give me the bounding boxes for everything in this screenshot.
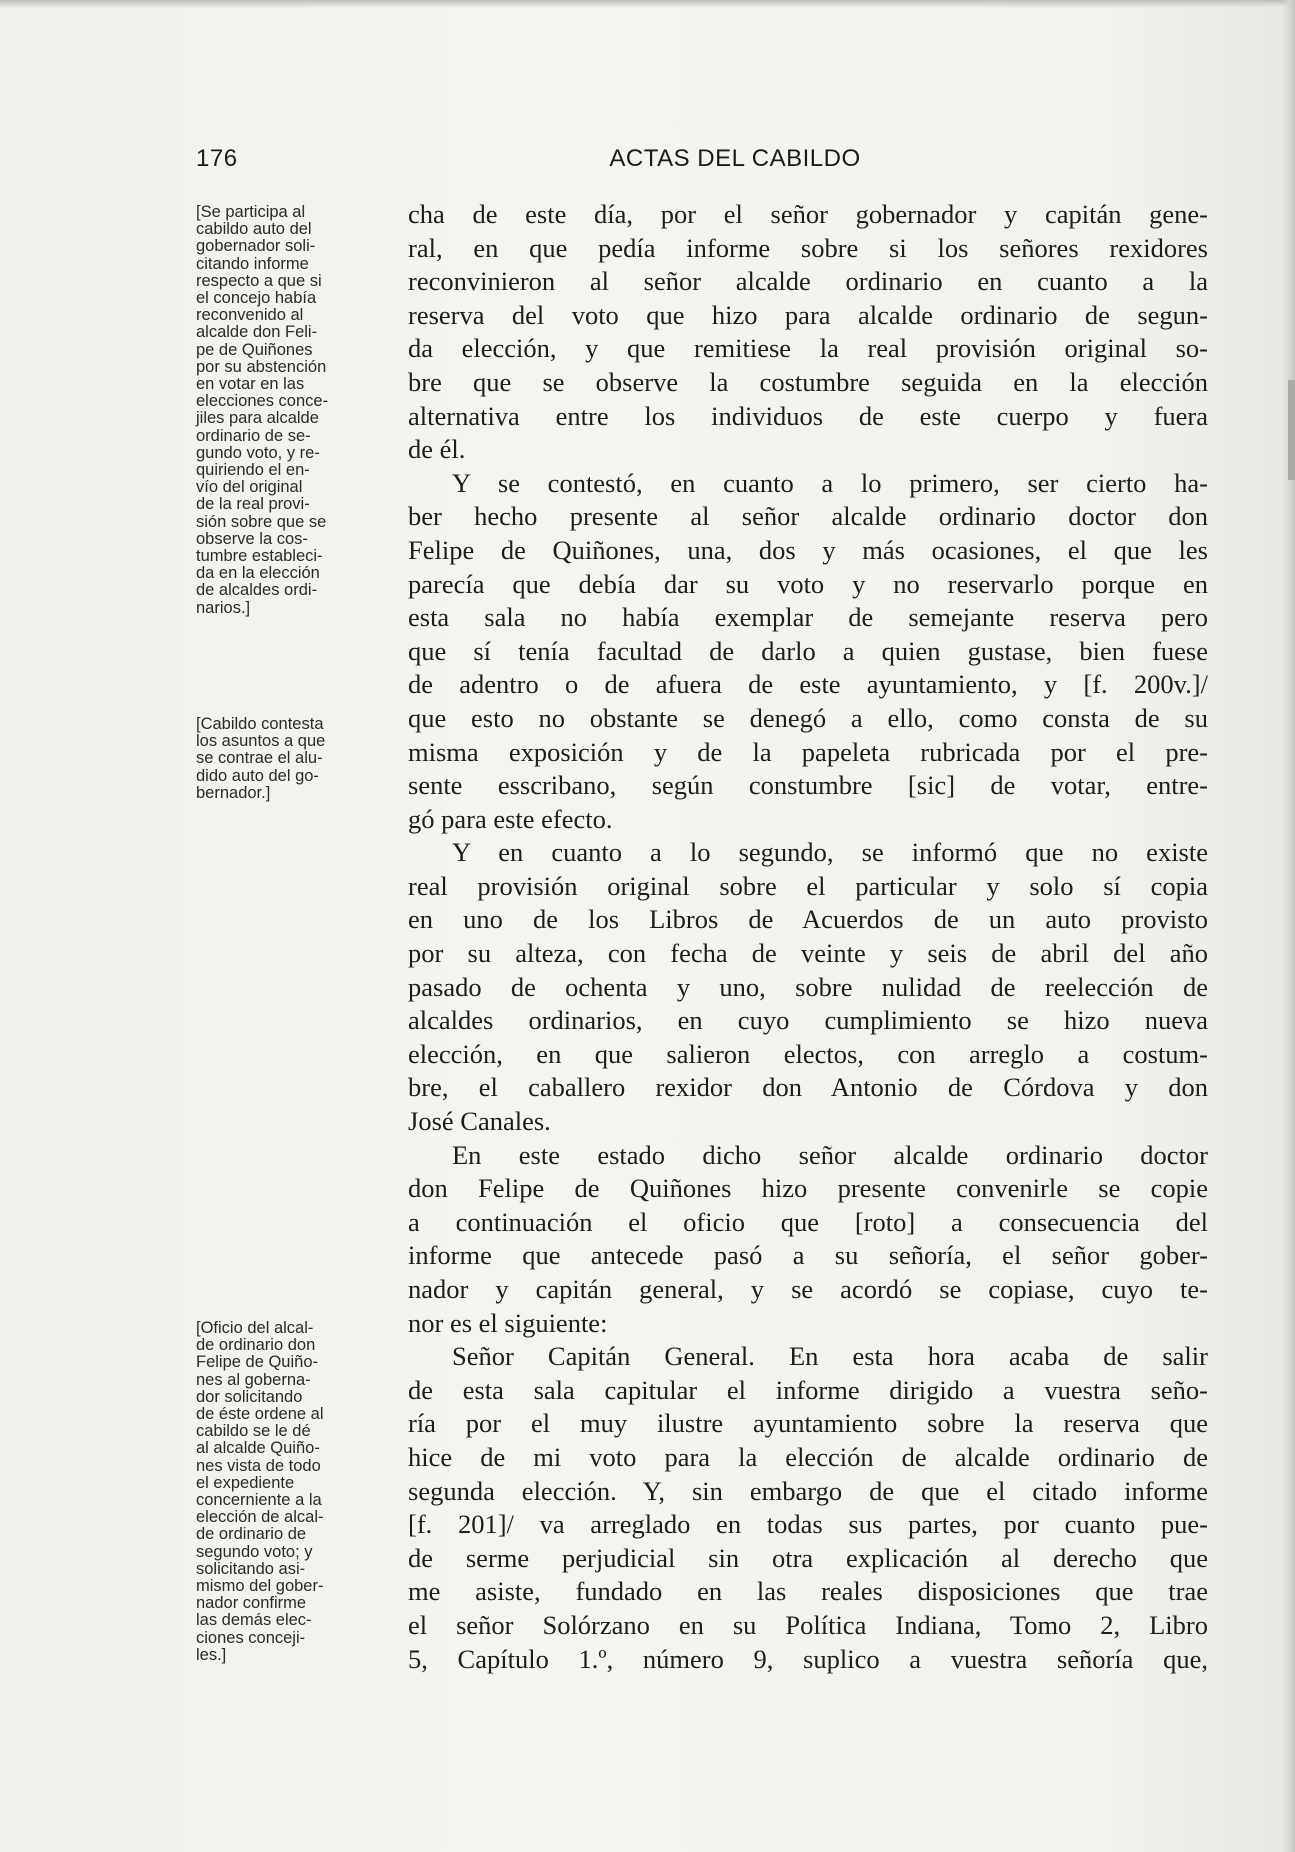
note-line: nes al goberna- bbox=[196, 1370, 311, 1389]
body-line: ber hecho presente al señor alcalde ordinario doctor don bbox=[408, 501, 1208, 532]
note-line: gobernador soli- bbox=[196, 237, 316, 256]
body-line: el señor Solórzano en su Política Indiana, Tomo 2, Libro bbox=[408, 1609, 1208, 1640]
page-number: 176 bbox=[196, 145, 238, 172]
body-line: reserva del voto que hizo para alcalde ordinario de segun- bbox=[408, 299, 1208, 330]
body-line: segunda elección. Y, sin embargo de que el citado informe bbox=[408, 1475, 1208, 1506]
note-line: bernador.] bbox=[196, 783, 271, 802]
body-line: alternativa entre los individuos de este cuerpo y fuera bbox=[408, 400, 1208, 431]
note-line: solicitando asi- bbox=[196, 1559, 306, 1578]
note-line: [Cabildo contesta bbox=[196, 715, 324, 733]
body-line: nador y capitán general, y se acordó se copiase, cuyo te- bbox=[408, 1274, 1208, 1304]
note-line: segundo voto; y bbox=[196, 1542, 313, 1561]
body-line: Y se contestó, en cuanto a lo primero, ser cierto ha- bbox=[452, 467, 1208, 498]
running-head: ACTAS DEL CABILDO bbox=[609, 145, 861, 172]
page-top-edge bbox=[0, 0, 1295, 8]
note-line: el expediente bbox=[196, 1473, 295, 1492]
note-line: tumbre estableci- bbox=[196, 547, 323, 566]
note-line: gundo voto, y re- bbox=[196, 443, 320, 462]
body-line: Felipe de Quiñones, una, dos y más ocasiones, el que les bbox=[408, 534, 1208, 565]
body-line: misma exposición y de la papeleta rubricada por el pre- bbox=[408, 736, 1208, 767]
note-line: [Se participa al bbox=[196, 203, 306, 221]
note-line: mismo del gober- bbox=[196, 1577, 324, 1596]
note-line: cabildo se le dé bbox=[196, 1422, 311, 1441]
note-line: les.] bbox=[196, 1645, 227, 1664]
note-line: concerniente a la bbox=[196, 1491, 322, 1510]
body-line: elección, en que salieron electos, con arreglo a costum- bbox=[408, 1038, 1208, 1069]
body-line: por su alteza, con fecha de veinte y seis de abril del año bbox=[408, 938, 1208, 969]
note-line: se contrae el alu- bbox=[196, 749, 323, 768]
note-line: elecciones conce- bbox=[196, 392, 329, 411]
note-line: da en la elección bbox=[196, 564, 320, 583]
margin-note-2 bbox=[196, 716, 376, 802]
body-line: gó para este efecto. bbox=[408, 803, 613, 834]
body-line: bre, el caballero rexidor don Antonio de Córdova y don bbox=[408, 1072, 1208, 1103]
note-line: de ordinario de bbox=[196, 1525, 307, 1544]
note-line: [Oficio del alcal- bbox=[196, 1319, 314, 1337]
note-line: de ordinario don bbox=[196, 1336, 316, 1355]
scan-edge-mark bbox=[1288, 380, 1295, 480]
note-line: sión sobre que se bbox=[196, 512, 327, 531]
body-line: En este estado dicho señor alcalde ordinario doctor bbox=[452, 1139, 1208, 1170]
note-line: de éste ordene al bbox=[196, 1405, 324, 1424]
body-line: sente esscribano, según constumbre [sic] de votar, entre- bbox=[408, 770, 1208, 801]
body-line: ría por el muy ilustre ayuntamiento sobre la reserva que bbox=[408, 1408, 1208, 1439]
body-line: alcaldes ordinarios, en cuyo cumplimiento se hizo nueva bbox=[408, 1005, 1208, 1036]
note-line: los asuntos a que bbox=[196, 732, 326, 751]
body-line: hice de mi voto para la elección de alcalde ordinario de bbox=[408, 1441, 1208, 1472]
body-line: real provisión original sobre el particular y solo sí copia bbox=[408, 870, 1208, 901]
body-line: Y en cuanto a lo segundo, se informó que no existe bbox=[452, 837, 1208, 868]
body-text bbox=[408, 198, 1208, 1676]
body-line: que esto no obstante se denegó a ello, como consta de su bbox=[408, 702, 1208, 733]
note-line: citando informe bbox=[196, 254, 309, 273]
body-line: da elección, y que remitiese la real provisión original so- bbox=[408, 333, 1208, 364]
note-line: por su abstención bbox=[196, 357, 327, 376]
note-line: en votar en las bbox=[196, 375, 305, 394]
note-line: narios.] bbox=[196, 598, 251, 617]
body-line: José Canales. bbox=[408, 1106, 551, 1137]
note-line: pe de Quiñones bbox=[196, 340, 313, 359]
note-line: Felipe de Quiño- bbox=[196, 1353, 318, 1372]
margin-note-3 bbox=[196, 1320, 376, 1664]
note-line: alcalde don Feli- bbox=[196, 323, 318, 342]
note-line: dor solicitando bbox=[196, 1387, 303, 1406]
note-line: jiles para alcalde bbox=[196, 409, 319, 428]
note-line: nador confirme bbox=[196, 1594, 307, 1613]
body-line: pasado de ochenta y uno, sobre nulidad de reelección de bbox=[408, 971, 1208, 1002]
note-line: de alcaldes ordi- bbox=[196, 581, 318, 600]
note-line: de la real provi- bbox=[196, 495, 310, 514]
body-line: de serme perjudicial sin otra explicación al derecho que bbox=[408, 1542, 1208, 1573]
body-line: bre que se observe la costumbre seguida en la elección bbox=[408, 366, 1208, 397]
body-line: en uno de los Libros de Acuerdos de un auto provisto bbox=[408, 904, 1208, 935]
note-line: ordinario de se- bbox=[196, 426, 311, 445]
note-line: cabildo auto del bbox=[196, 220, 312, 239]
page-right-edge bbox=[1282, 0, 1295, 1852]
note-line: nes vista de todo bbox=[196, 1456, 321, 1475]
body-line: que sí tenía facultad de darlo a quien gustase, bien fuese bbox=[408, 635, 1208, 666]
body-line: ral, en que pedía informe sobre si los señores rexidores bbox=[408, 232, 1208, 263]
note-line: ciones conceji- bbox=[196, 1628, 306, 1647]
margin-note-1 bbox=[196, 204, 376, 617]
body-line: esta sala no había exemplar de semejante reserva pero bbox=[408, 602, 1208, 633]
note-line: dido auto del go- bbox=[196, 766, 319, 785]
body-line: parecía que debía dar su voto y no reservarlo porque en bbox=[408, 568, 1208, 599]
body-line: me asiste, fundado en las reales disposiciones que trae bbox=[408, 1576, 1208, 1607]
body-line: cha de este día, por el señor gobernador y capitán gene- bbox=[408, 199, 1208, 229]
body-line: Señor Capitán General. En esta hora acaba de salir bbox=[452, 1341, 1208, 1372]
body-line: de esta sala capitular el informe dirigido a vuestra seño- bbox=[408, 1374, 1208, 1405]
note-line: reconvenido al bbox=[196, 306, 304, 325]
note-line: elección de alcal- bbox=[196, 1508, 324, 1527]
body-line: de él. bbox=[408, 434, 466, 465]
body-line: reconvinieron al señor alcalde ordinario en cuanto a la bbox=[408, 266, 1208, 297]
body-line: nor es el siguiente: bbox=[408, 1307, 608, 1338]
body-line: 5, Capítulo 1.º, número 9, suplico a vuestra señoría que, bbox=[408, 1643, 1208, 1674]
body-line: don Felipe de Quiñones hizo presente convenirle se copie bbox=[408, 1173, 1208, 1204]
note-line: al alcalde Quiño- bbox=[196, 1439, 320, 1458]
body-line: [f. 201]/ va arreglado en todas sus partes, por cuanto pue- bbox=[408, 1509, 1208, 1540]
note-line: las demás elec- bbox=[196, 1611, 312, 1630]
body-line: informe que antecede pasó a su señoría, el señor gober- bbox=[408, 1240, 1208, 1271]
note-line: quiriendo el en- bbox=[196, 461, 310, 480]
note-line: observe la cos- bbox=[196, 529, 308, 548]
note-line: respecto a que si bbox=[196, 271, 322, 290]
body-line: a continuación el oficio que [roto] a consecuencia del bbox=[408, 1206, 1208, 1237]
note-line: el concejo había bbox=[196, 289, 317, 308]
note-line: vío del original bbox=[196, 478, 303, 497]
body-line: de adentro o de afuera de este ayuntamiento, y [f. 200v.]/ bbox=[408, 669, 1208, 700]
